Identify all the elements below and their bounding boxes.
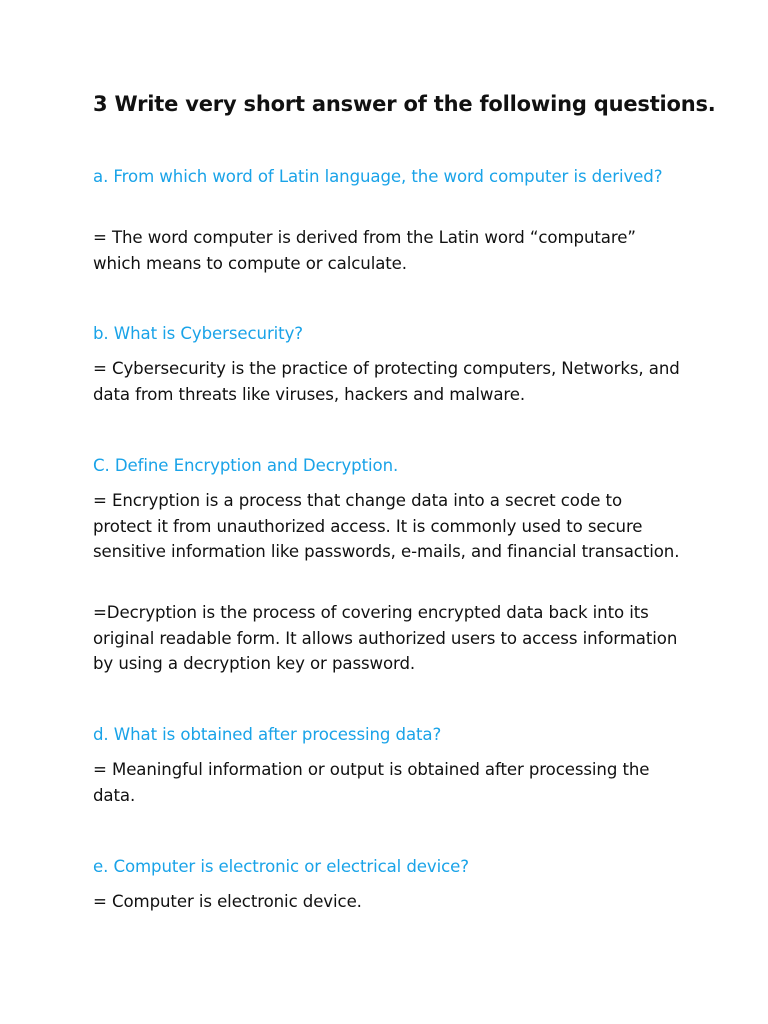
question-b: b. What is Cybersecurity? [93, 324, 304, 343]
answer-d: = Meaningful information or output is obtained after processing the data. [93, 760, 650, 805]
question-d: d. What is obtained after processing data? [93, 725, 442, 744]
answer-e: = Computer is electronic device. [93, 892, 362, 911]
answer-a: = The word computer is derived from the Latin word “computare” which means to compute or calculate. [93, 228, 636, 273]
answer-c-encryption: = Encryption is a process that change data into a secret code to protect it from unauthorized access. It is commonly used to secure sensitive information like passwords, e-mails, and financial transaction. [93, 491, 680, 561]
question-c: C. Define Encryption and Decryption. [93, 456, 399, 475]
page-title: 3 Write very short answer of the following questions. [93, 92, 716, 116]
answer-b: = Cybersecurity is the practice of protecting computers, Networks, and data from threats like viruses, hackers and malware. [93, 359, 680, 404]
answer-c-decryption: =Decryption is the process of covering encrypted data back into its original readable form. It allows authorized users to access information by using a decryption key or password. [93, 603, 678, 673]
question-a: a. From which word of Latin language, the word computer is derived? [93, 167, 663, 186]
question-e: e. Computer is electronic or electrical device? [93, 857, 469, 876]
